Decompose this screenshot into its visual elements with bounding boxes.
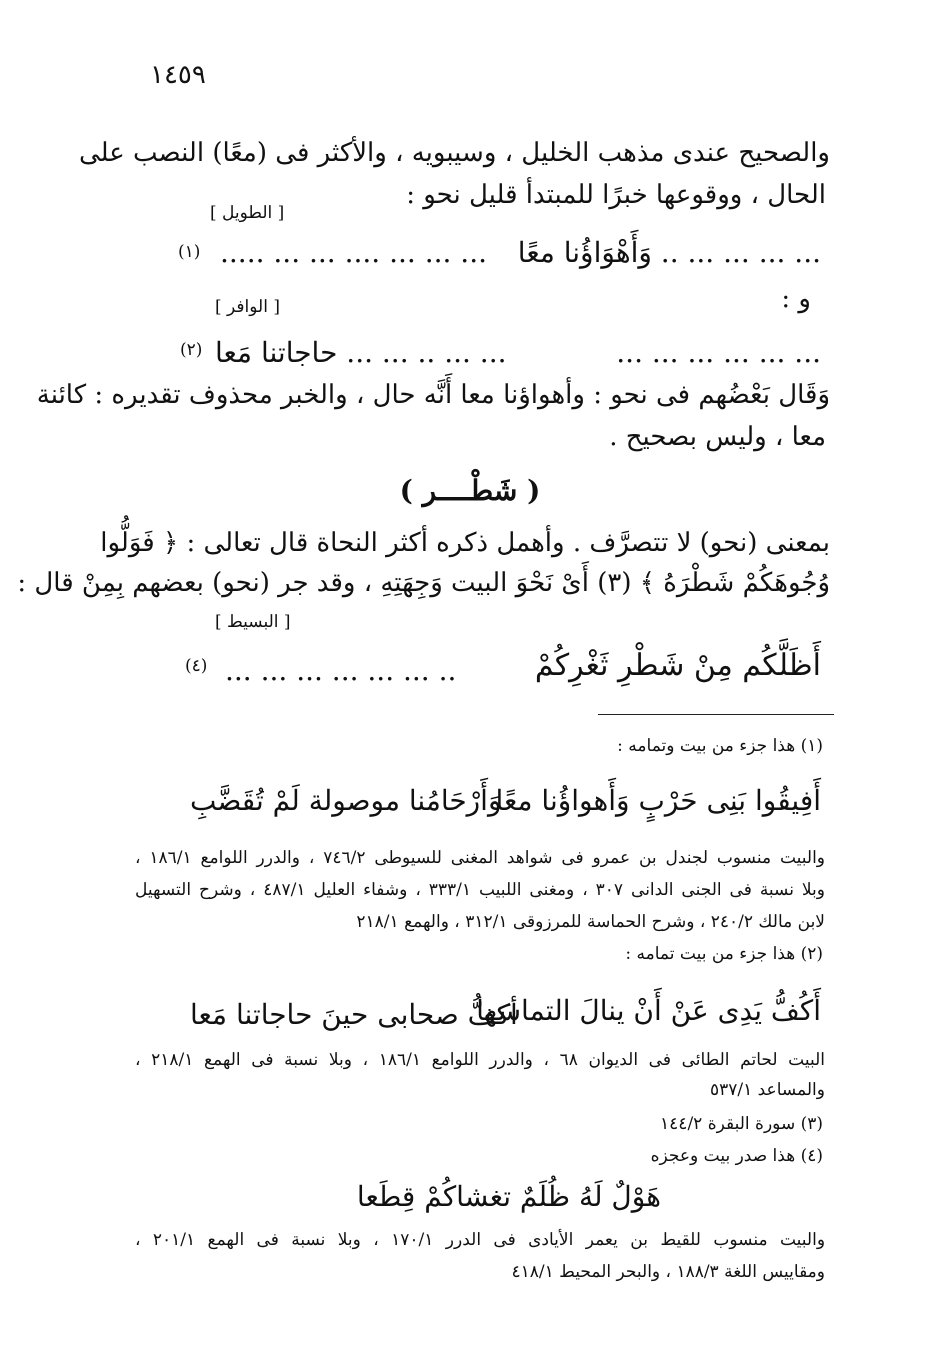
meter-label-wafir: [ الوافر ] (215, 297, 280, 317)
footnote4-line-1: والبيت منسوب للقيط بن يعمر الأيادى فى الدرر ١٧٠/١ ، وبلا نسبة فى الهمع ٢٠١/١ ، (135, 1230, 826, 1250)
page-number: ١٤٥٩ (150, 60, 206, 90)
verse2-footnote-marker: (٢) (180, 340, 203, 360)
verse1-footnote-marker: (١) (178, 242, 201, 262)
footnote2-verse-first-hemistich: أَكُفُّ يَدِى عَنْ أَنْ ينالَ التماسَها (476, 994, 821, 1027)
footnote1-line-3: لابن مالك ٢٤٠/٢ ، وشرح الحماسة للمرزوقى ٣١٢/١ ، والهمع ٢١٨/١ (356, 912, 825, 932)
verse3-first-hemistich: أَظَلَّكُم مِنْ شَطْرِ ثَغْرِكُمْ (534, 648, 821, 683)
footnote4-heading: (٤) هذا صدر بيت وعجزه (650, 1146, 823, 1166)
footnote2-line-2: والمساعد ٥٣٧/١ (709, 1080, 825, 1100)
footnote1-heading: (١) هذا جزء من بيت وتمامه : (617, 736, 823, 756)
meter-label-basit: [ البسيط ] (215, 612, 291, 632)
wa-conjunction: و : (781, 284, 811, 314)
footnote2-line-1: البيت لحاتم الطائى فى الديوان ٦٨ ، والدرر اللوامع ١٨٦/١ ، وبلا نسبة فى الهمع ٢١٨/١ ، (135, 1050, 826, 1070)
intro-line-2: الحال ، ووقوعها خبرًا للمبتدأ قليل نحو : (406, 180, 826, 210)
footnote1-line-2: وبلا نسبة فى الجنى الدانى ٣٠٧ ، ومغنى اللبيب ٣٣٣/١ ، وشفاء العليل ٤٨٧/١ ، وشرح التسهيل (135, 880, 825, 900)
footnote1-verse-first-hemistich: أَفِيقُوا بَنِى حَرْبٍ وَأَهواؤُنا معًا (495, 784, 821, 817)
verse2-second-hemistich: ... ... .. ... ... حاجاتنا مَعا (215, 336, 507, 369)
verse1-first-hemistich: ... ... ... ... .. وَأَهْوَاؤُنا معًا (517, 236, 821, 269)
paragraph3-line-2: وُجُوهَكُمْ شَطْرَهُ ﴾ (٣) أَىْ نَحْوَ البيت وَجِهَتِهِ ، وقد جر (نحو) بعضهم بِمِنْ قال : (17, 568, 830, 598)
footnote1-verse-second-hemistich: وَأَرْحَامُنا موصولة لَمْ تُقَضَّبِ (190, 784, 502, 817)
verse1-second-hemistich: ... ... ... .... ... ... ..... (220, 236, 488, 269)
verse3-footnote-marker: (٤) (185, 656, 208, 676)
paragraph2-line-1: وَقَال بَعْضُهم فى نحو : وأهواؤنا معا أَنَّه حال ، والخبر محذوف تقديره : كائنة (36, 380, 830, 410)
paragraph3-line-1: بمعنى (نحو) لا تتصرَّف . وأهمل ذكره أكثر النحاة قال تعالى : ﴿ فَوَلُّوا (100, 528, 830, 558)
paragraph2-line-2: معا ، وليس بصحيح . (609, 422, 826, 452)
footnote4-verse: هَوْلٌ لَهُ ظُلَمٌ تغشاكُمْ قِطَعا (356, 1180, 661, 1213)
footnote4-line-2: ومقاييس اللغة ١٨٨/٣ ، والبحر المحيط ٤١٨/١ (511, 1262, 825, 1282)
meter-label-tawil: [ الطويل ] (210, 203, 285, 223)
footnote3: (٣) سورة البقرة ١٤٤/٢ (660, 1114, 823, 1134)
verse2-first-hemistich: ... ... ... ... ... ... (616, 336, 821, 369)
footnote1-line-1: والبيت منسوب لجندل بن عمرو فى شواهد المغنى للسيوطى ٧٤٦/٢ ، والدرر اللوامع ١٨٦/١ ، (135, 848, 826, 868)
footnote2-heading: (٢) هذا جزء من بيت تمامه : (625, 944, 823, 964)
verse3-second-hemistich: .. ... ... ... ... ... ... (225, 654, 457, 687)
intro-line-1: والصحيح عندى مذهب الخليل ، وسيبويه ، والأكثر فى (معًا) النصب على (78, 138, 830, 168)
section-heading: ( شَطْــــر ) (399, 474, 541, 507)
footnote-separator (598, 714, 834, 715)
footnote2-verse-second-hemistich: أكفُّ صحابى حينَ حاجاتنا مَعا (190, 998, 518, 1031)
